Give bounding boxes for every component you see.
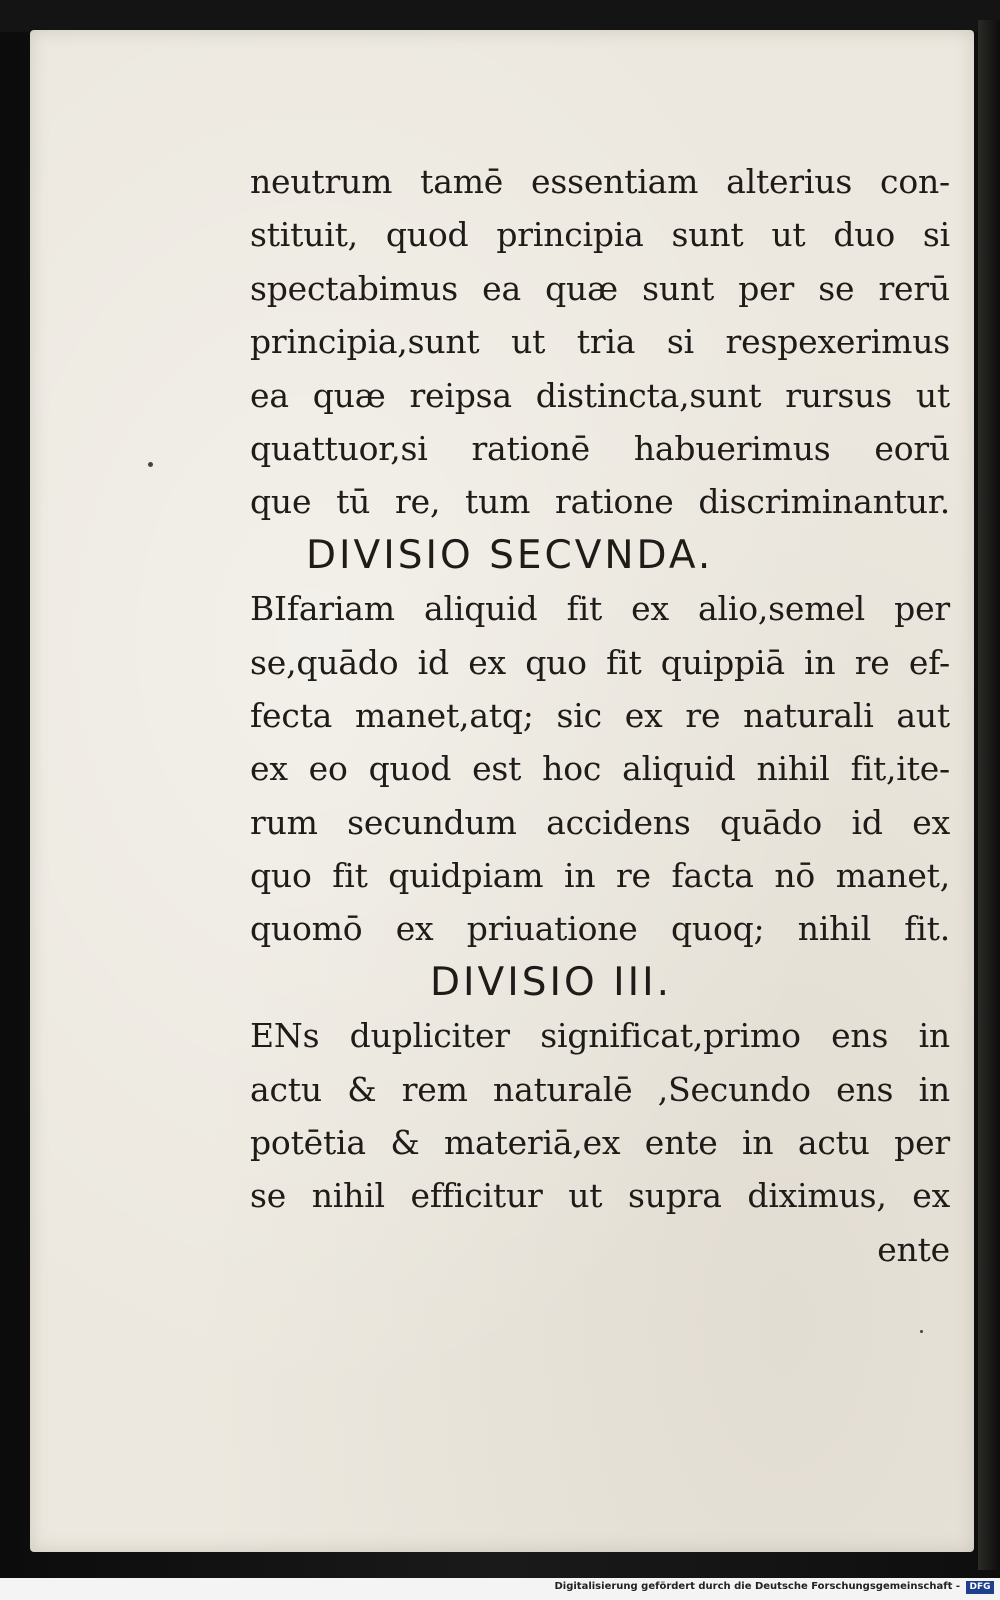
text-block — [250, 155, 950, 1276]
text-line: quo fit quidpiam in re facta nō manet, — [250, 856, 950, 896]
text-line: se nihil efficitur ut supra diximus, ex — [250, 1176, 950, 1216]
dfg-logo: DFG — [966, 1581, 994, 1594]
ink-speck — [920, 1330, 923, 1333]
section-heading: DIVISIO SECVNDA. — [306, 532, 714, 578]
text-line: spectabimus ea quæ sunt per se rerū — [250, 268, 950, 308]
text-line: se,quādo id ex quo fit quippiā in re ef- — [250, 642, 950, 682]
text-line: BIfariam aliquid fit ex alio,semel per — [250, 589, 950, 629]
ink-speck — [148, 462, 153, 467]
section-heading: DIVISIO III. — [430, 959, 672, 1005]
text-line: principia,sunt ut tria si respexerimus — [250, 322, 950, 362]
book-edge — [978, 20, 1000, 1570]
text-line: potētia & materiā,ex ente in actu per — [250, 1123, 950, 1163]
text-line: ex eo quod est hoc aliquid nihil fit,ite- — [250, 749, 950, 789]
text-line: neutrum tamē essentiam alterius con- — [250, 162, 950, 201]
text-line: actu & rem naturalē ,Secundo ens in — [250, 1069, 950, 1109]
text-line: fecta manet,atq; sic ex re naturali aut — [250, 695, 950, 735]
text-line: quattuor,si rationē habuerimus eorū — [250, 428, 950, 468]
text-line: quomō ex priuatione quoq; nihil fit. — [250, 909, 950, 949]
text-line: rum secundum accidens quādo id ex — [250, 802, 950, 842]
text-line: que tū re, tum ratione discriminantur. — [250, 482, 950, 522]
top-shadow — [0, 0, 1000, 32]
text-line: stituit, quod principia sunt ut duo si — [250, 215, 950, 255]
digitization-credit: Digitalisierung gefördert durch die Deutsche Forschungsgemeinschaft - — [554, 1581, 960, 1592]
text-line: ea quæ reipsa distincta,sunt rursus ut — [250, 375, 950, 415]
catchword: ente — [877, 1229, 950, 1269]
text-line: ENs dupliciter significat,primo ens in — [250, 1016, 950, 1056]
book-page — [30, 30, 974, 1552]
